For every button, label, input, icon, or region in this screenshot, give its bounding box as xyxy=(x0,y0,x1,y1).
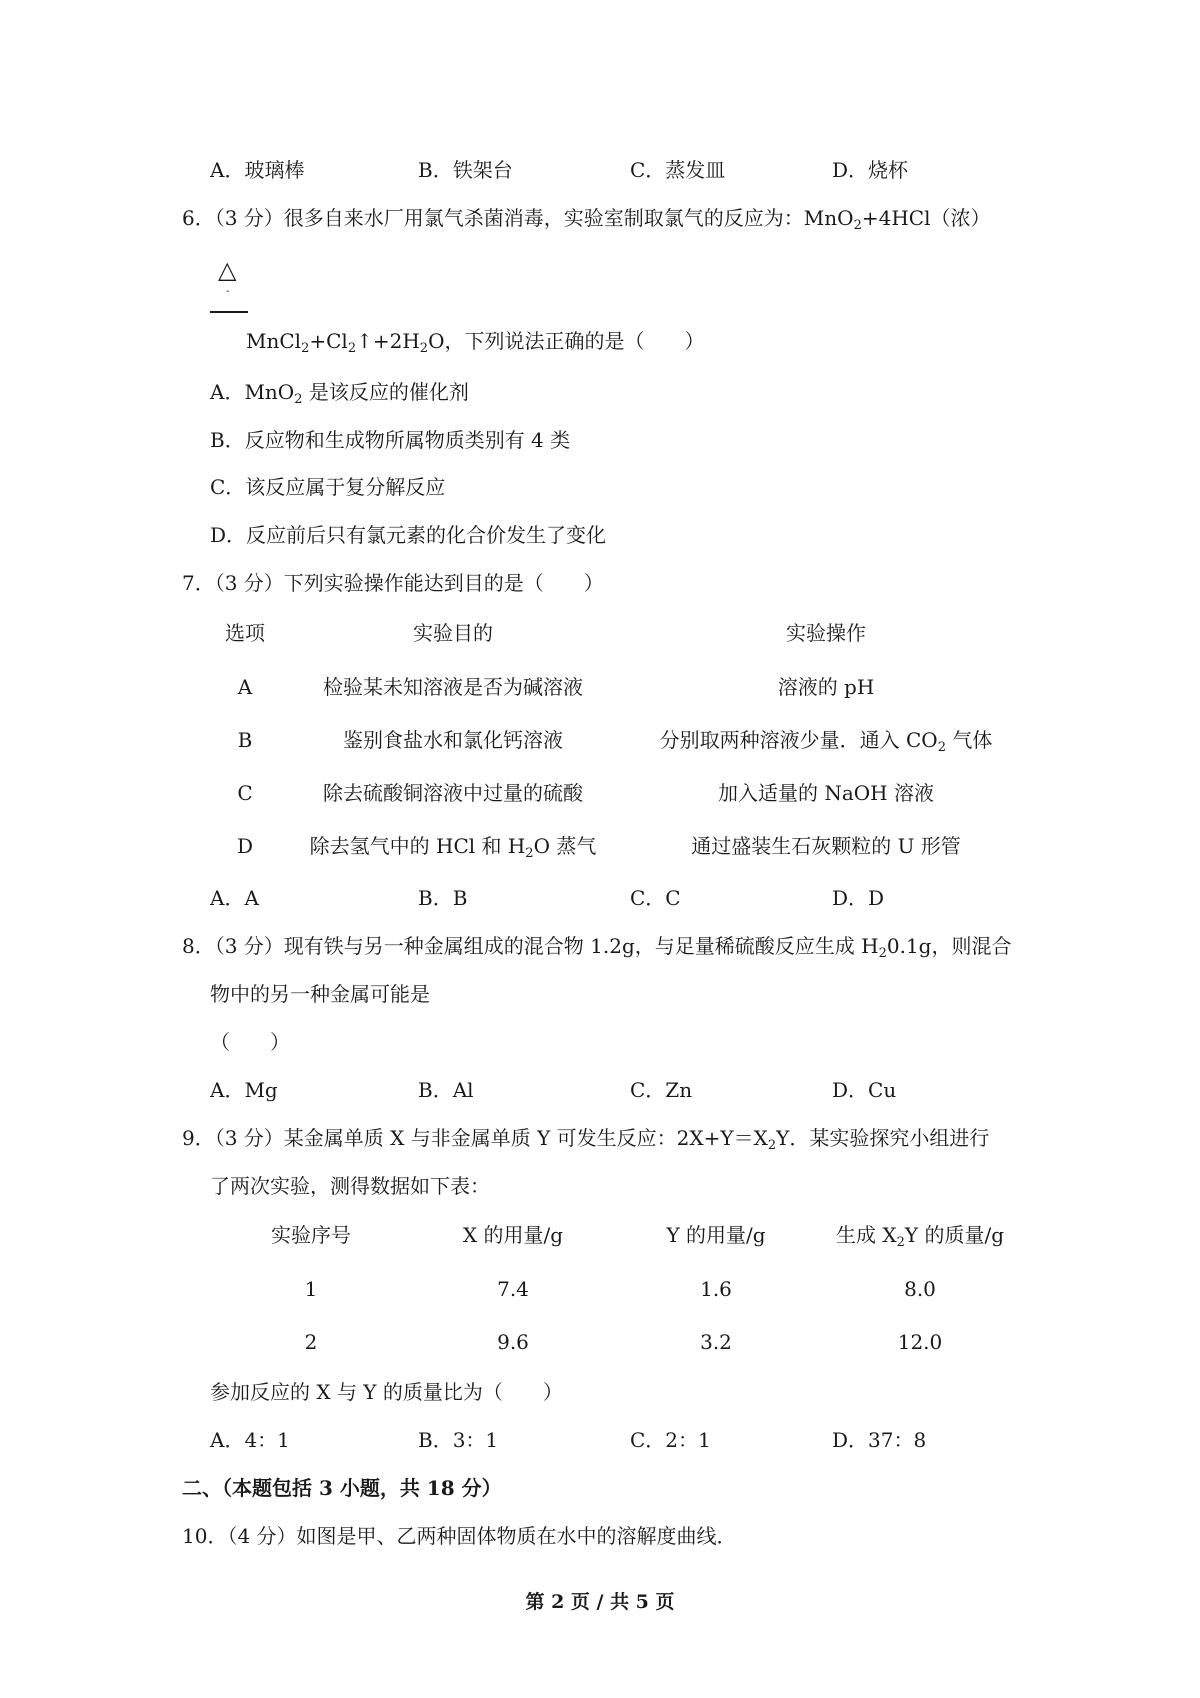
q7-header-operation: 实验操作 xyxy=(786,621,866,645)
q8-stem-line1: 8．（3 分）现有铁与另一种金属组成的混合物 1.2g，与足量稀硫酸反应生成 $H_20.1g$，则混合 xyxy=(182,934,1012,961)
q9-header-x-amount: X 的用量/g xyxy=(462,1223,564,1247)
q6-option-d: D．反应前后只有氯元素的化合价发生了变化 xyxy=(210,523,607,547)
q7-option-d: D．D xyxy=(832,886,885,910)
q5-option-a: A．玻璃棒 xyxy=(210,158,305,182)
q6-equation-products: $MnCl_2+Cl_2↑+2H_2O$，下列说法正确的是（ ） xyxy=(246,329,705,356)
q7-row-c-option: C xyxy=(237,781,253,805)
q7-row-b-option: B xyxy=(237,728,253,752)
q6-option-b: B．反应物和生成物所属物质类别有 4 类 xyxy=(210,428,571,452)
q9-question: 参加反应的 X 与 Y 的质量比为（ ） xyxy=(210,1380,563,1404)
q7-row-a-goal: 检验某未知溶液是否为碱溶液 xyxy=(323,675,583,699)
q7-row-d-goal: 除去氢气中的 HCl 和 $H_2O$ 蒸气 xyxy=(309,834,597,861)
condition-dash: - xyxy=(226,286,230,297)
q9-option-b: B．3：1 xyxy=(418,1428,499,1452)
q8-option-b: B．Al xyxy=(418,1078,474,1102)
q6-option-a: A．MnO$_2$ 是该反应的催化剂 xyxy=(210,380,469,407)
q7-row-c-goal: 除去硫酸铜溶液中过量的硫酸 xyxy=(323,781,583,805)
q8-option-a: A．Mg xyxy=(210,1078,278,1102)
q9-stem-line2: 了两次实验，测得数据如下表： xyxy=(210,1174,490,1198)
q7-row-d-operation: 通过盛装生石灰颗粒的 U 形管 xyxy=(691,834,961,858)
q7-option-c: C．C xyxy=(630,886,681,910)
q7-header-goal: 实验目的 xyxy=(413,621,493,645)
q8-answer-blank: （ ） xyxy=(210,1030,290,1054)
q5-option-d: D．烧杯 xyxy=(832,158,909,182)
q7-row-b-goal: 鉴别食盐水和氯化钙溶液 xyxy=(343,728,563,752)
q7-row-b-operation: 分别取两种溶液少量．通入 $CO_2$ 气体 xyxy=(659,728,993,755)
q9-header-y-amount: Y 的用量/g xyxy=(666,1223,766,1247)
q7-option-a: A．A xyxy=(210,886,259,910)
q9-header-trial: 实验序号 xyxy=(271,1223,351,1247)
q7-row-a-option: A xyxy=(237,675,253,699)
q7-header-option: 选项 xyxy=(225,621,265,645)
q9-row2-x: 9.6 xyxy=(497,1330,529,1354)
q9-row2-trial: 2 xyxy=(304,1330,318,1354)
q9-stem-line1: 9．（3 分）某金属单质 X 与非金属单质 Y 可发生反应：$2X+Y=X_2Y$．某实验探究小组进行 xyxy=(182,1126,990,1153)
q6-stem: 6．（3 分）很多自来水厂用氯气杀菌消毒，实验室制取氯气的反应为：MnO$_2$+4HCl（浓） xyxy=(182,206,991,233)
q10-stem: 10．（4 分）如图是甲、乙两种固体物质在水中的溶解度曲线． xyxy=(182,1524,737,1548)
q9-row1-y: 1.6 xyxy=(700,1277,732,1301)
heating-condition-symbol: △ xyxy=(218,256,237,284)
q7-option-b: B．B xyxy=(418,886,468,910)
q7-row-c-operation: 加入适量的 NaOH 溶液 xyxy=(718,781,934,805)
q6-option-c: C．该反应属于复分解反应 xyxy=(210,475,446,499)
q9-row2-y: 3.2 xyxy=(700,1330,732,1354)
page-footer: 第 2 页 / 共 5 页 xyxy=(525,1591,675,1613)
q8-option-d: D．Cu xyxy=(832,1078,897,1102)
q9-row2-product: 12.0 xyxy=(897,1330,943,1354)
q5-option-b: B．铁架台 xyxy=(418,158,513,182)
q9-row1-x: 7.4 xyxy=(497,1277,529,1301)
section-2-heading: 二、（本题包括 3 小题，共 18 分） xyxy=(182,1476,502,1500)
q9-option-c: C．2：1 xyxy=(630,1428,711,1452)
q7-row-a-operation: 溶液的 pH xyxy=(777,675,875,699)
q9-row1-trial: 1 xyxy=(304,1277,318,1301)
q7-row-d-option: D xyxy=(236,834,254,858)
q9-header-product-mass: 生成 $X_2Y$ 的质量/g xyxy=(836,1223,1004,1250)
q9-row1-product: 8.0 xyxy=(904,1277,936,1301)
q9-option-d: D．37：8 xyxy=(832,1428,927,1452)
q9-option-a: A．4：1 xyxy=(210,1428,290,1452)
q8-stem-line2: 物中的另一种金属可能是 xyxy=(210,982,430,1006)
q7-stem: 7．（3 分）下列实验操作能达到目的是（ ） xyxy=(182,571,604,595)
q5-option-c: C．蒸发皿 xyxy=(630,158,726,182)
q8-option-c: C．Zn xyxy=(630,1078,693,1102)
equation-bar xyxy=(210,311,248,313)
